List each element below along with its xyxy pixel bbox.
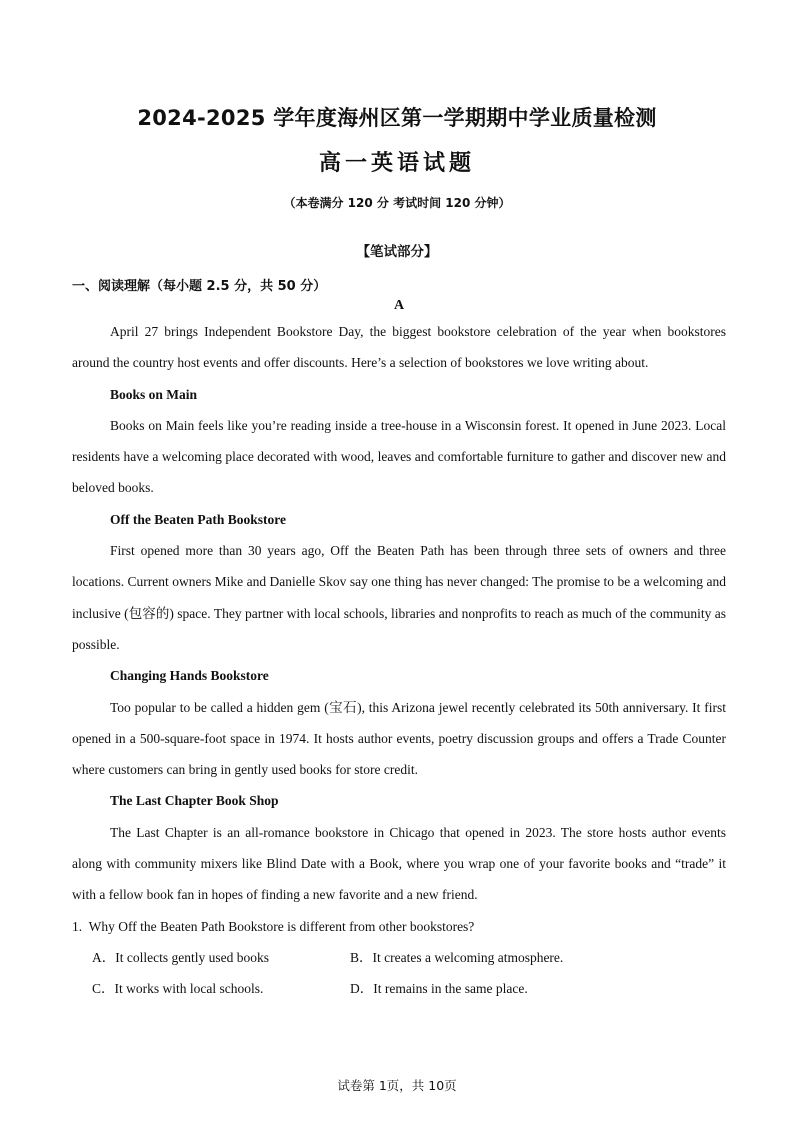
store-text-last-chapter: The Last Chapter is an all-romance bookstore in Chicago that opened in 2023. The store hosts author events along with community mixers like Blind Date with a Book, where you wrap one of your favorite books and “trade” it with a fellow book fan in hopes of finding a new favorite and a new friend.	[72, 824, 726, 903]
question-1	[72, 911, 726, 942]
store-text-books-on-main: Books on Main feels like you’re reading inside a tree-house in a Wisconsin forest. It opened in June 2023. Local residents have a welcoming place decorated with wood, leaves and comfortable furniture to gather and discover new and beloved books.	[72, 417, 726, 496]
passage-intro: April 27 brings Independent Bookstore Day, the biggest bookstore celebration of the year when bookstores around the country host events and offer discounts. Here’s a selection of bookstores we love writing about.	[72, 324, 726, 371]
passage-label: A	[393, 298, 405, 313]
option-c: C．It works with local schools.	[92, 981, 264, 997]
exam-title: 2024-2025 学年度海州区第一学期期中学业质量检测	[137, 106, 657, 130]
page-footer: 试卷第 1页，共 10页	[337, 1078, 457, 1093]
question-1-options	[72, 942, 726, 1005]
question-number: 1.	[72, 918, 83, 934]
store-heading-off-the-beaten-path: Off the Beaten Path Bookstore	[110, 511, 286, 527]
store-heading-changing-hands: Changing Hands Bookstore	[110, 668, 269, 684]
section-heading-reading: 一、阅读理解（每小题 2.5 分，共 50 分）	[72, 279, 327, 294]
exam-score-time-note: （本卷满分 120 分 考试时间 120 分钟）	[283, 196, 511, 210]
option-b: B．It creates a welcoming atmosphere.	[350, 949, 564, 965]
store-text-changing-hands: Too popular to be called a hidden gem (宝石), this Arizona jewel recently celebrated its 50th anniversary. It first opened in a 500-square-foot space in 1974. It hosts author events, poetry discussion groups and offers a Trade Counter where customers can bring in gently used books for store credit.	[72, 699, 726, 778]
store-heading-last-chapter: The Last Chapter Book Shop	[110, 793, 279, 809]
option-a: A．It collects gently used books	[92, 949, 269, 965]
store-text-off-the-beaten-path: First opened more than 30 years ago, Off the Beaten Path has been through three sets of owners and three locations. Current owners Mike and Danielle Skov say one thing has never changed: The promise to be a welcoming and inclusive (包容的) space. They partner with local schools, libraries and nonprofits to reach as much of the community as possible.	[72, 543, 726, 652]
written-part-heading: 【笔试部分】	[356, 244, 438, 260]
exam-subject-title: 高一英语试题	[318, 151, 475, 176]
option-d: D．It remains in the same place.	[350, 981, 528, 997]
question-stem: Why Off the Beaten Path Bookstore is different from other bookstores?	[88, 918, 475, 934]
passage-a	[72, 296, 726, 1005]
store-heading-books-on-main: Books on Main	[110, 386, 198, 402]
